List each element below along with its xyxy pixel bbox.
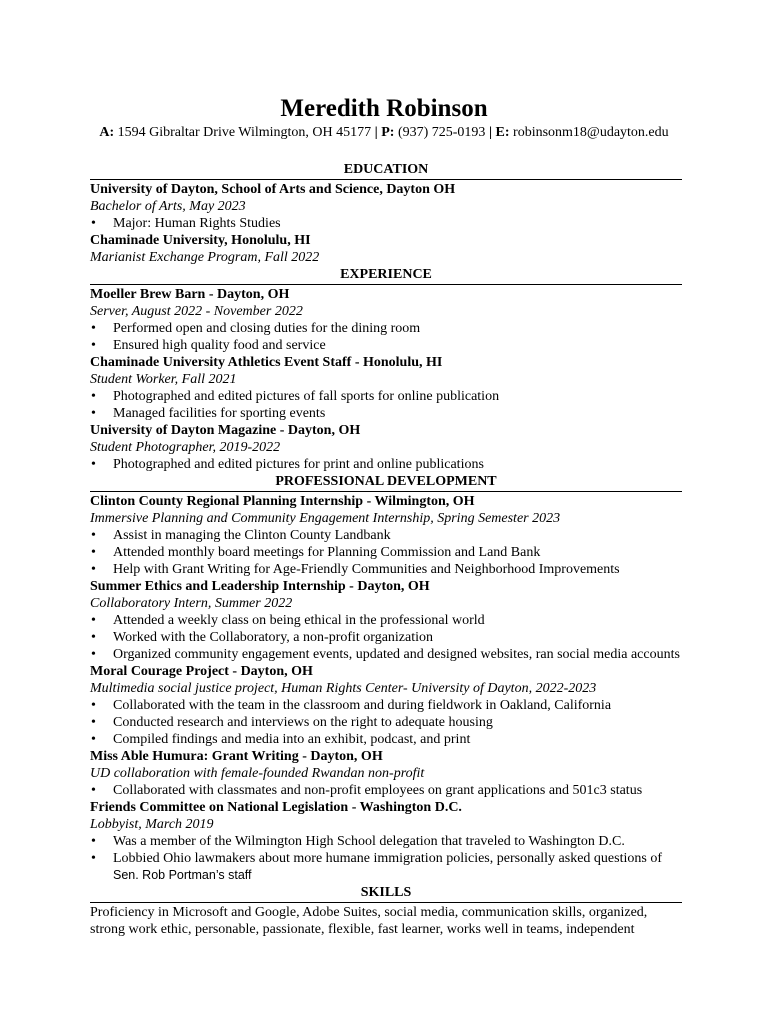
bullet-list <box>90 456 682 473</box>
entry-organization: University of Dayton Magazine - Dayton, OH <box>90 423 361 438</box>
entry-organization: Miss Able Humura: Grant Writing - Dayton, OH <box>90 749 383 764</box>
bullet-item: • Collaborated with classmates and non-profit employees on grant applications and 501c3 status <box>90 782 682 799</box>
bullet-list <box>90 697 682 748</box>
bullet-list <box>90 527 682 578</box>
entry-organization: Moral Courage Project - Dayton, OH <box>90 664 313 679</box>
address-label: A: <box>99 125 115 140</box>
entry-organization: Chaminade University, Honolulu, HI <box>90 233 311 248</box>
separator: | <box>488 125 493 140</box>
bullet-item: • Was a member of the Wilmington High School delegation that traveled to Washington D.C. <box>90 833 682 850</box>
entry-organization: Clinton County Regional Planning Internship - Wilmington, OH <box>90 494 475 509</box>
entry-organization: Friends Committee on National Legislation - Washington D.C. <box>90 800 462 815</box>
section-heading-education: EDUCATION <box>90 161 682 180</box>
entry-role: Bachelor of Arts, May 2023 <box>90 199 246 214</box>
phone-label: P: <box>381 125 395 140</box>
entry-role: Student Photographer, 2019-2022 <box>90 440 281 455</box>
entry-role: Student Worker, Fall 2021 <box>90 372 237 387</box>
section-heading-experience: EXPERIENCE <box>90 266 682 285</box>
entry-role: Collaboratory Intern, Summer 2022 <box>90 596 293 611</box>
bullet-item: • Collaborated with the team in the classroom and during fieldwork in Oakland, California <box>90 697 682 714</box>
contact-line <box>0 124 768 142</box>
bullet-list <box>90 782 682 799</box>
bullet-item: • Compiled findings and media into an exhibit, podcast, and print <box>90 731 682 748</box>
resume-body <box>90 160 682 938</box>
bullet-item: • Organized community engagement events, updated and designed websites, ran social media accounts <box>90 646 682 663</box>
bullet-item: • Assist in managing the Clinton County Landbank <box>90 527 682 544</box>
section-heading-skills: SKILLS <box>90 884 682 903</box>
skills-paragraph: Proficiency in Microsoft and Google, Adobe Suites, social media, communication skills, organized, strong work ethic, personable, passionate, flexible, fast learner, works well in teams, independent <box>90 905 648 937</box>
bullet-item: • Photographed and edited pictures for print and online publications <box>90 456 682 473</box>
bullet-item: • Attended monthly board meetings for Planning Commission and Land Bank <box>90 544 682 561</box>
entry-organization: Summer Ethics and Leadership Internship - Dayton, OH <box>90 579 430 594</box>
entry-organization: Chaminade University Athletics Event Staff - Honolulu, HI <box>90 355 443 370</box>
entry-role: Immersive Planning and Community Engagement Internship, Spring Semester 2023 <box>90 511 561 526</box>
bullet-item: • Managed facilities for sporting events <box>90 405 682 422</box>
bullet-item: • Photographed and edited pictures of fall sports for online publication <box>90 388 682 405</box>
entry-role: Lobbyist, March 2019 <box>90 817 214 832</box>
email-text: robinsonm18@udayton.edu <box>513 125 669 140</box>
separator: | <box>374 125 378 140</box>
bullet-list <box>90 215 682 232</box>
entry-organization: Moeller Brew Barn - Dayton, OH <box>90 287 290 302</box>
bullet-item <box>90 850 682 884</box>
resume-name: Meredith Robinson <box>280 95 488 122</box>
phone-text: (937) 725-0193 <box>397 125 486 140</box>
entry-organization: University of Dayton, School of Arts and Science, Dayton OH <box>90 182 456 197</box>
bullet-text-line: Lobbied Ohio lawmakers about more humane immigration policies, personally asked questions of <box>113 851 662 866</box>
bullet-item: • Major: Human Rights Studies <box>90 215 682 232</box>
bullet-item: • Help with Grant Writing for Age-Friendly Communities and Neighborhood Improvements <box>90 561 682 578</box>
entry-role: UD collaboration with female-founded Rwandan non-profit <box>90 766 425 781</box>
bullet-item: • Attended a weekly class on being ethical in the professional world <box>90 612 682 629</box>
bullet-item: • Conducted research and interviews on the right to adequate housing <box>90 714 682 731</box>
bullet-list <box>90 833 682 884</box>
bullet-item: • Worked with the Collaboratory, a non-profit organization <box>90 629 682 646</box>
entry-role: Multimedia social justice project, Human Rights Center- University of Dayton, 2022-2023 <box>90 681 597 696</box>
entry-role: Marianist Exchange Program, Fall 2022 <box>90 250 320 265</box>
entry-role: Server, August 2022 - November 2022 <box>90 304 303 319</box>
bullet-list <box>90 612 682 663</box>
bullet-list <box>90 320 682 354</box>
email-label: E: <box>495 125 510 140</box>
address-text: 1594 Gibraltar Drive Wilmington, OH 45177 <box>117 125 372 140</box>
bullet-item: • Performed open and closing duties for the dining room <box>90 320 682 337</box>
bullet-item: • Ensured high quality food and service <box>90 337 682 354</box>
bullet-list <box>90 388 682 422</box>
bullet-text-line: Sen. Rob Portman’s staff <box>113 868 252 882</box>
section-heading-professional-development: PROFESSIONAL DEVELOPMENT <box>90 473 682 492</box>
